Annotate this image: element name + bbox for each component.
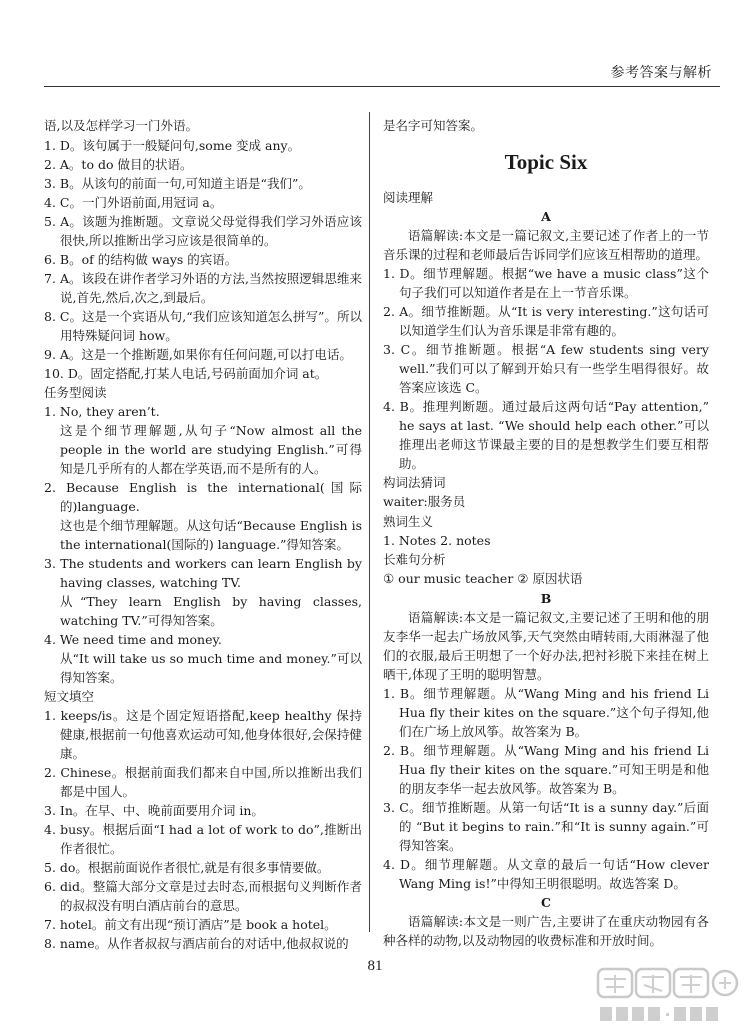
left-answer-item: 8. name。从作者叔叔与酒店前台的对话中,他叔叔说的 <box>44 935 349 951</box>
left-column <box>44 116 362 953</box>
left-answer-item: 1. D。该句属于一般疑问句,some 变成 any。 <box>44 137 301 153</box>
left-answer-item: 4. busy。根据后面“I had a lot of work to do”,推断出作者很忙。 <box>44 821 362 856</box>
right-text-line: 1. Notes 2. notes <box>383 532 491 548</box>
left-section-heading: 任务型阅读 <box>44 384 107 400</box>
left-explanation-text: 这是个细节理解题,从句子“Now almost all the people in the world are studying English.”可得知是几乎所有的人都在学英语,而不是所有的人。 <box>60 422 362 476</box>
left-answer-item: 3. In。在早、中、晚前面要用介词 in。 <box>44 802 264 818</box>
right-answer-item: 1. D。细节理解题。根据“we have a music class”这个句子我们可以知道作者是在上一节音乐课。 <box>383 266 709 300</box>
right-passage-summary: 语篇解读:本文是一则广告,主要讲了在重庆动物园有各种各样的动物,以及动物园的收费标准和开放时间。 <box>383 913 709 948</box>
left-answer-item: 5. A。该题为推断题。文章说父母觉得我们学习外语应该很快,所以推断出学习应该是很简单的。 <box>44 213 362 248</box>
right-passage-summary: 语篇解读:本文是一篇记叙文,主要记述了王明和他的朋友李华一起去广场放风筝,天气突然由晴转雨,大雨淋湿了他们的衣服,最后王明想了一个好办法,把衬衫脱下来挂在树上晒干,体现了王明的聪明智慧。 <box>383 609 709 682</box>
left-answer-item: 6. B。of 的结构做 ways 的宾语。 <box>44 251 238 267</box>
left-answer-item: 2. Because English is the international(国际的)language. <box>44 479 362 514</box>
left-answer-item: 2. A。to do 做目的状语。 <box>44 156 193 172</box>
right-text-line: waiter:服务员 <box>383 494 466 509</box>
right-answer-item: 2. B。细节理解题。从“Wang Ming and his friend Li Hua fly their kites on the square.”可知王明是和他的朋友李华一起去放风筝。故答案为 B。 <box>383 742 709 796</box>
right-passage-summary: 语篇解读:本文是一篇记叙文,主要记述了作者上的一节音乐课的过程和老师最后告诉同学们应该互相帮助的道理。 <box>383 228 709 262</box>
left-answer-item: 6. did。整篇大部分文章是过去时态,而根据句义判断作者的叔叔没有明白酒店前台的意思。 <box>44 878 362 913</box>
left-answer-item: 1. keeps/is。这是个固定短语搭配,keep healthy 保持健康,根据前一句他喜欢运动可知,他身体很好,会保持健康。 <box>44 707 362 761</box>
left-text-line: 语,以及怎样学习一门外语。 <box>44 118 198 133</box>
header-rule <box>44 86 720 87</box>
right-section-heading: 长难句分析 <box>383 552 446 567</box>
left-answer-item: 7. A。该段在讲作者学习外语的方法,当然按照逻辑思维来说,首先,然后,次之,到最后。 <box>44 270 362 305</box>
left-answer-item: 7. hotel。前文有出现“预订酒店”是 book a hotel。 <box>44 916 337 932</box>
left-answer-item: 10. D。固定搭配,打某人电话,号码前面加介词 at。 <box>44 365 328 381</box>
right-passage-letter: A <box>541 209 551 224</box>
left-answer-item: 4. C。一门外语前面,用冠词 a。 <box>44 194 223 210</box>
watermark-logo <box>592 965 742 1027</box>
left-answer-item: 8. C。这是一个宾语从句,“我们应该知道怎么拼写”。所以用特殊疑问词 how。 <box>44 308 362 343</box>
left-answer-item: 1. No, they aren’t. <box>44 403 160 419</box>
right-column <box>383 116 709 950</box>
right-passage-letter: B <box>540 590 552 606</box>
column-divider <box>369 112 370 932</box>
right-answer-item: 4. B。推理判断题。通过最后这两句话“Pay attention,” he says at last. “We should help each other.”可以推理出老师这节课最主要的目的是想教学生们要互相帮助。 <box>383 399 709 471</box>
right-answer-item: 4. D。细节理解题。从文章的最后一句话“How clever Wang Ming is!”中得知王明很聪明。故选答案 D。 <box>383 856 709 891</box>
right-passage-letter: C <box>541 894 551 910</box>
right-answer-item: 3. C。细节推断题。从第一句话“It is a sunny day.”后面的 “But it begins to rain.”和“It is sunny again.”可得知答案。 <box>383 799 709 853</box>
page-number: 81 <box>367 958 383 974</box>
right-section-heading: 熟词生义 <box>383 513 434 529</box>
left-section-heading: 短文填空 <box>44 688 95 704</box>
right-answer-item: 1. B。细节理解题。从“Wang Ming and his friend Li Hua fly their kites on the square.”这个句子得知,他们在广场上放风筝。故答案为 B。 <box>383 685 709 739</box>
right-section-heading: 阅读理解 <box>383 190 434 205</box>
left-answer-item: 5. do。根据前面说作者很忙,就是有很多事情要做。 <box>44 859 330 875</box>
left-answer-item: 4. We need time and money. <box>44 631 222 647</box>
right-section-heading: 构词法猜词 <box>383 475 446 490</box>
right-answer-item: 2. A。细节推断题。从“It is very interesting.”这句话可以知道学生们认为音乐课是非常有趣的。 <box>383 304 709 338</box>
left-explanation-text: 从“They learn English by having classes, watching TV.”可得知答案。 <box>60 593 362 628</box>
left-answer-item: 2. Chinese。根据前面我们都来自中国,所以推断出我们都是中国人。 <box>44 764 362 799</box>
left-answer-item: 3. The students and workers can learn English by having classes, watching TV. <box>44 555 362 590</box>
topic-title: Topic Six <box>504 150 588 174</box>
right-intro: 是名字可知答案。 <box>383 118 484 133</box>
left-answer-item: 9. A。这是一个推断题,如果你有任何问题,可以打电话。 <box>44 346 352 362</box>
left-explanation-text: 这也是个细节理解题。从这句话“Because English is the international(国际的) language.”得知答案。 <box>60 517 362 552</box>
running-header: 参考答案与解析 <box>610 65 712 81</box>
left-answer-item: 3. B。从该句的前面一句,可知道主语是“我们”。 <box>44 175 311 191</box>
left-explanation-text: 从“It will take us so much time and money.”可以得知答案。 <box>60 650 362 685</box>
right-text-line: ① our music teacher ② 原因状语 <box>383 571 583 586</box>
right-answer-item: 3. C。细节推断题。根据“A few students sing very well.”我们可以了解到开始只有一些学生唱得很好。故答案应该选 C。 <box>383 342 709 395</box>
